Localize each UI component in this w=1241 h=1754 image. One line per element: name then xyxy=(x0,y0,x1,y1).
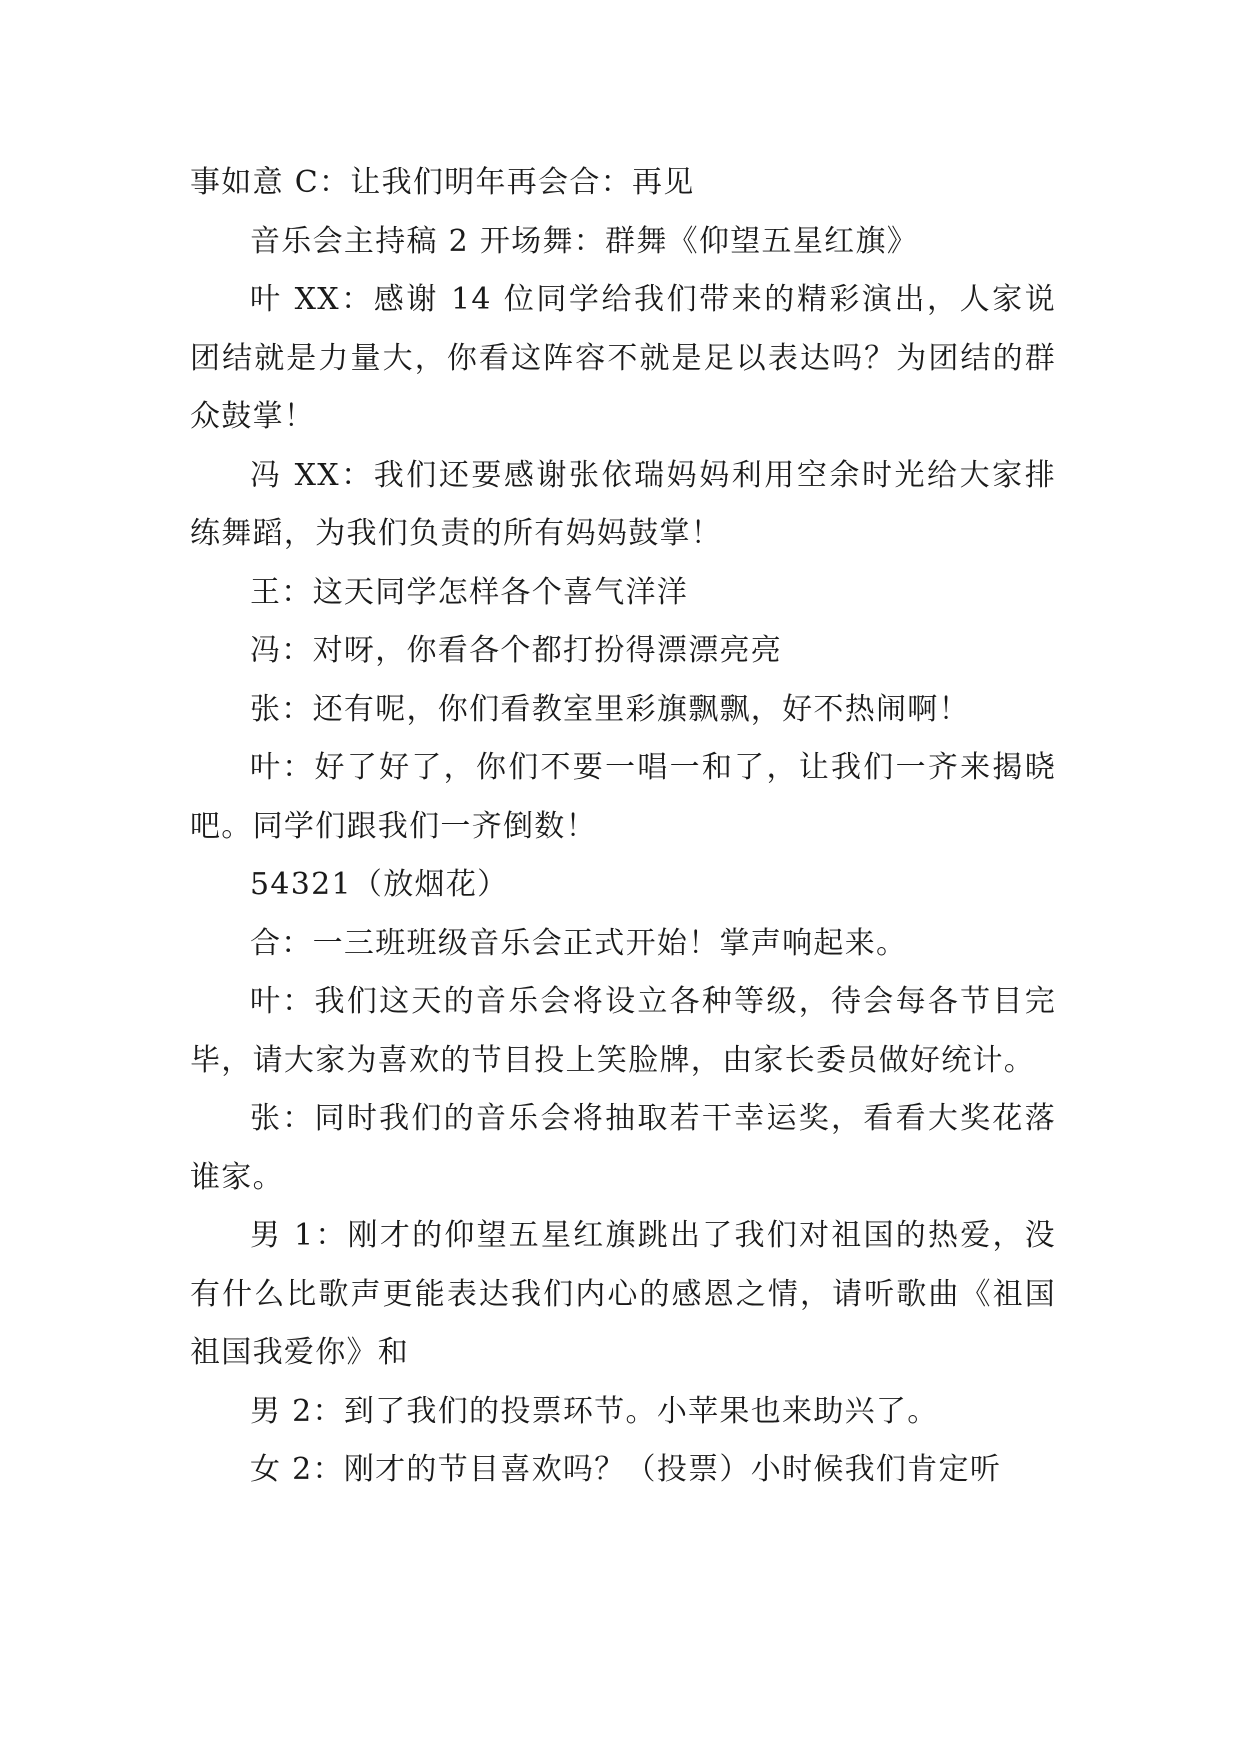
paragraph: 音乐会主持稿 2 开场舞：群舞《仰望五星红旗》 xyxy=(250,223,919,259)
document-page xyxy=(190,154,1056,1500)
paragraph: 合：一三班班级音乐会正式开始！掌声响起来。 xyxy=(250,925,908,961)
paragraph: 男 1：刚才的仰望五星红旗跳出了我们对祖国的热爱，没有什么比歌声更能表达我们内心的感恩之情，请听歌曲《祖国祖国我爱你》和 xyxy=(190,1218,1056,1370)
paragraph: 事如意 C：让我们明年再会合：再见 xyxy=(190,165,695,200)
paragraph: 张：还有呢，你们看教室里彩旗飘飘，好不热闹啊！ xyxy=(250,691,970,727)
paragraph: 男 2：到了我们的投票环节。小苹果也来助兴了。 xyxy=(250,1393,939,1429)
paragraph: 54321（放烟花） xyxy=(250,867,509,902)
paragraph: 叶 XX：感谢 14 位同学给我们带来的精彩演出，人家说团结就是力量大，你看这阵容不就是足以表达吗？为团结的群众鼓掌！ xyxy=(190,282,1056,434)
paragraph: 女 2：刚才的节目喜欢吗？（投票）小时候我们肯定听 xyxy=(250,1452,1002,1487)
paragraph: 冯 XX：我们还要感谢张依瑞妈妈利用空余时光给大家排练舞蹈，为我们负责的所有妈妈鼓掌！ xyxy=(190,457,1056,551)
paragraph: 王：这天同学怎样各个喜气洋洋 xyxy=(250,574,689,610)
paragraph: 叶：我们这天的音乐会将设立各种等级，待会每各节目完毕，请大家为喜欢的节目投上笑脸牌，由家长委员做好统计。 xyxy=(190,984,1056,1078)
paragraph: 冯：对呀，你看各个都打扮得漂漂亮亮 xyxy=(250,633,783,668)
paragraph: 张：同时我们的音乐会将抽取若干幸运奖，看看大奖花落谁家。 xyxy=(190,1101,1056,1195)
paragraph: 叶：好了好了，你们不要一唱一和了，让我们一齐来揭晓吧。同学们跟我们一齐倒数！ xyxy=(190,750,1056,844)
